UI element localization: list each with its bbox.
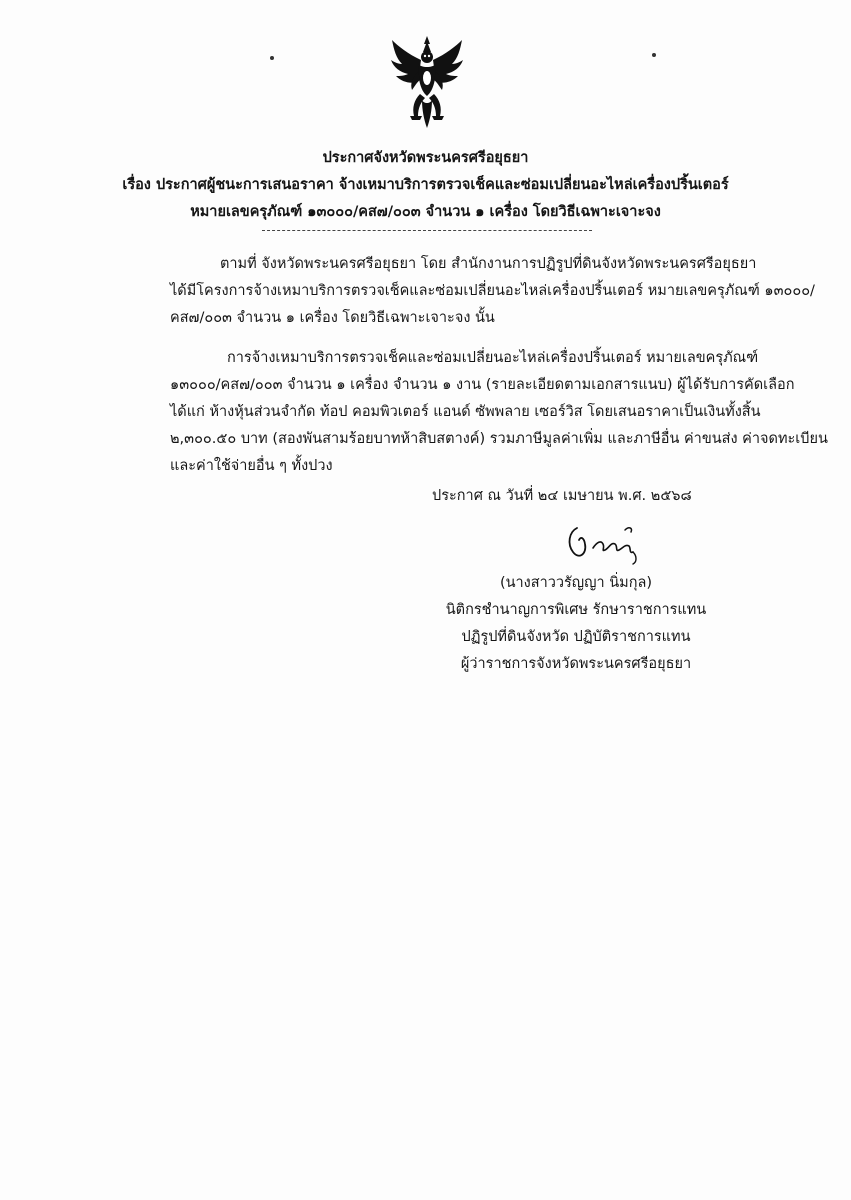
paragraph-line: คส๗/๐๐๓ จำนวน ๑ เครื่อง โดยวิธีเฉพาะเจาะจง นั้น: [170, 310, 495, 326]
announcement-date: ประกาศ ณ วันที่ ๒๔ เมษายน พ.ศ. ๒๕๖๘: [432, 488, 692, 504]
signer-name: (นางสาววรัญญา นิ่มกุล): [499, 575, 653, 591]
handwritten-signature: [563, 518, 663, 566]
paragraph-line: ๒,๓๐๐.๕๐ บาท (สองพันสามร้อยบาทห้าสิบสตางค์) รวมภาษีมูลค่าเพิ่ม และภาษีอื่น ค่าขนส่ง ค่าจดทะเบียน: [170, 431, 828, 447]
signer-position-3: ผู้ว่าราชการจังหวัดพระนครศรีอยุธยา: [460, 656, 692, 672]
scan-speck: [270, 56, 274, 60]
announcement-subject-line-2: หมายเลขครุภัณฑ์ ๑๓๐๐๐/คส๗/๐๐๓ จำนวน ๑ เครื่อง โดยวิธีเฉพาะเจาะจง: [190, 204, 661, 220]
paragraph-line: การจ้างเหมาบริการตรวจเช็คและซ่อมเปลี่ยนอะไหล่เครื่องปริ้นเตอร์ หมายเลขครุภัณฑ์: [227, 350, 759, 366]
paragraph-line: ได้แก่ ห้างหุ้นส่วนจำกัด ท้อป คอมพิวเตอร์ แอนด์ ซัพพลาย เซอร์วิส โดยเสนอราคาเป็นเงินทั้งสิ้น: [170, 404, 761, 420]
signer-position-1: นิติกรชำนาญการพิเศษ รักษาราชการแทน: [445, 602, 707, 618]
paragraph-line: ได้มีโครงการจ้างเหมาบริการตรวจเช็คและซ่อมเปลี่ยนอะไหล่เครื่องปริ้นเตอร์ หมายเลขครุภัณฑ์ ๑๓๐๐๐/: [170, 283, 815, 299]
announcement-subject-line-1: เรื่อง ประกาศผู้ชนะการเสนอราคา จ้างเหมาบริการตรวจเช็คและซ่อมเปลี่ยนอะไหล่เครื่องปริ้นเตอร์: [122, 177, 729, 193]
title-divider: [262, 230, 592, 231]
announcement-title: ประกาศจังหวัดพระนครศรีอยุธยา: [322, 150, 529, 166]
signer-position-2: ปฏิรูปที่ดินจังหวัด ปฏิบัติราชการแทน: [461, 629, 691, 645]
paragraph-line: และค่าใช้จ่ายอื่น ๆ ทั้งปวง: [170, 458, 333, 474]
garuda-emblem-icon: [388, 34, 466, 130]
paragraph-line: ๑๓๐๐๐/คส๗/๐๐๓ จำนวน ๑ เครื่อง จำนวน ๑ งาน (รายละเอียดตามเอกสารแนบ) ผู้ได้รับการคัดเลือก: [170, 377, 795, 393]
paragraph-line: ตามที่ จังหวัดพระนครศรีอยุธยา โดย สำนักงานการปฏิรูปที่ดินจังหวัดพระนครศรีอยุธยา: [220, 256, 757, 272]
scan-speck: [652, 53, 656, 57]
